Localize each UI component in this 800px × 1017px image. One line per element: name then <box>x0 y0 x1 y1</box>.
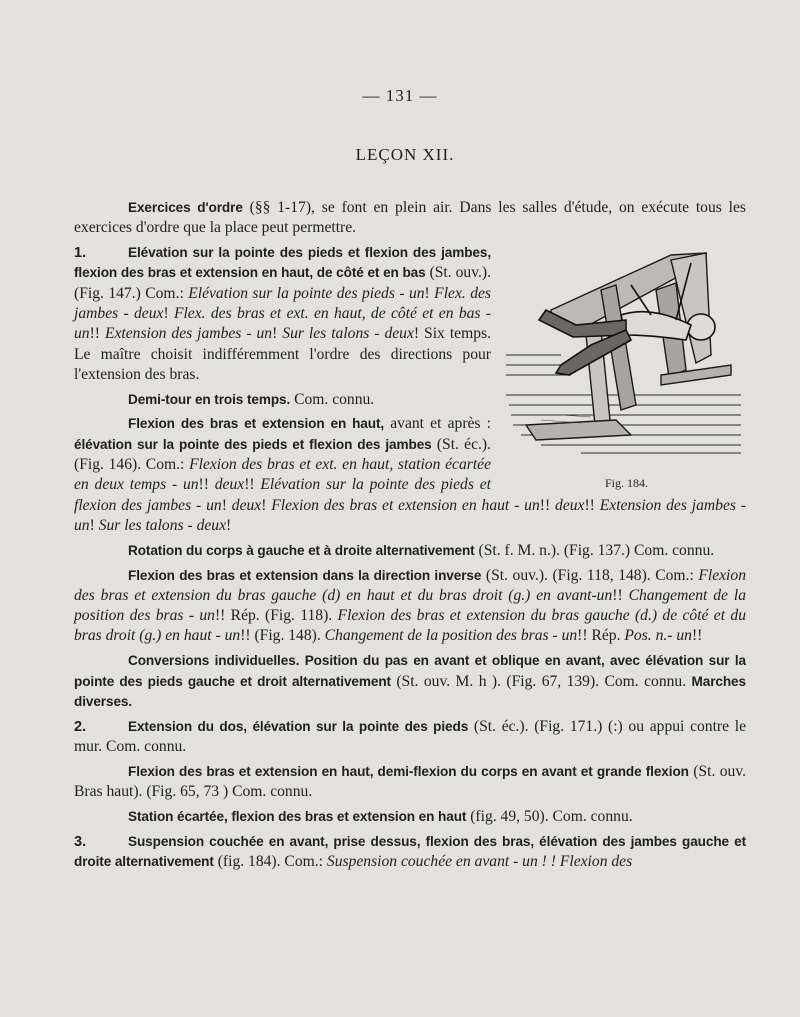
page-body <box>74 198 746 877</box>
bench-suspension-illustration <box>501 245 746 473</box>
exercise-3: 3. Suspension couchée en avant, prise dessus, flexion des bras, élévation des jambes gauche et droite alternativement (fig. 184). Com.: Suspension couchée en avant - un ! ! Flexion des <box>74 833 746 870</box>
figure-184 <box>501 245 746 493</box>
page-number: — 131 — <box>362 86 438 105</box>
paragraph-conversions: Conversions individuelles. Position du pas en avant et oblique en avant, avec élévation sur la pointe des pieds gauche et droit alternativement (St. ouv. M. h ). (Fig. 67, 139). Com. connu. Marches diverses. <box>74 653 746 709</box>
figure-caption: Fig. 184. <box>605 476 649 491</box>
paragraph-half-turn: Demi-tour en trois temps. Com. connu. <box>128 390 375 408</box>
exercise-2: 2. Extension du dos, élévation sur la pointe des pieds (St. éc.). (Fig. 171.) (:) ou appui contre le mur. Com. connu. <box>74 717 746 755</box>
paragraph-body-flexion: Flexion des bras et extension en haut, demi-flexion du corps en avant et grande flexion (St. ouv. Bras haut). (Fig. 65, 73 ) Com. connu. <box>74 762 746 801</box>
paragraph-arm-flexion: Flexion des bras et extension en haut, avant et après : élévation sur la pointe des pieds et flexion des jambes (St. éc.). (Fig. 146). Com.: Flexion des bras et ext. en haut, station écartée en deux temps - un!! deux!! Elévation sur la pointe des pieds et flexion des jambes - un! deux! Flexion des bras et extension en haut - un!! deux!! Extension des jambes - un! Sur les talons - deux! <box>74 415 747 534</box>
lesson-title: LEÇON XII. <box>355 145 455 164</box>
exercise-1: 1. Elévation sur la pointe des pieds et flexion des jambes, flexion des bras et extension en haut, de côté et en bas (St. ouv.). (Fig. 147.) Com.: Elévation sur la pointe des pieds - un! Flex. des jambes - deux! Flex. des bras et ext. en haut, de côté et en bas - un!! Extension des jambes - un! Sur les talons - deux! Six temps. Le maître choisit indifféremment l'ordre des directions pour l'extension des bras. <box>74 245 491 383</box>
paragraph-rotation: Rotation du corps à gauche et à droite alternativement (St. f. M. n.). (Fig. 137.) Com. connu. <box>128 541 715 559</box>
paragraph-straddle: Station écartée, flexion des bras et extension en haut (fig. 49, 50). Com. connu. <box>128 807 633 825</box>
paragraph-order-exercises: Exercices d'ordre (§§ 1-17), se font en plein air. Dans les salles d'étude, on exécute tous les exercices d'ordre que la place peut permettre. <box>74 199 746 237</box>
paragraph-inverse-direction: Flexion des bras et extension dans la direction inverse (St. ouv.). (Fig. 118, 148). Com.: Flexion des bras et extension du bras gauche (d) en haut et du bras droit (g.) en avant-un!! Changement de la position des bras - un!! Rép. (Fig. 118). Flexion des bras et extension du bras gauche (d.) de côté et du bras droit (g.) en haut - un!! (Fig. 148). Changement de la position des bras - un!! Rép. Pos. n.- un!! <box>74 566 746 645</box>
